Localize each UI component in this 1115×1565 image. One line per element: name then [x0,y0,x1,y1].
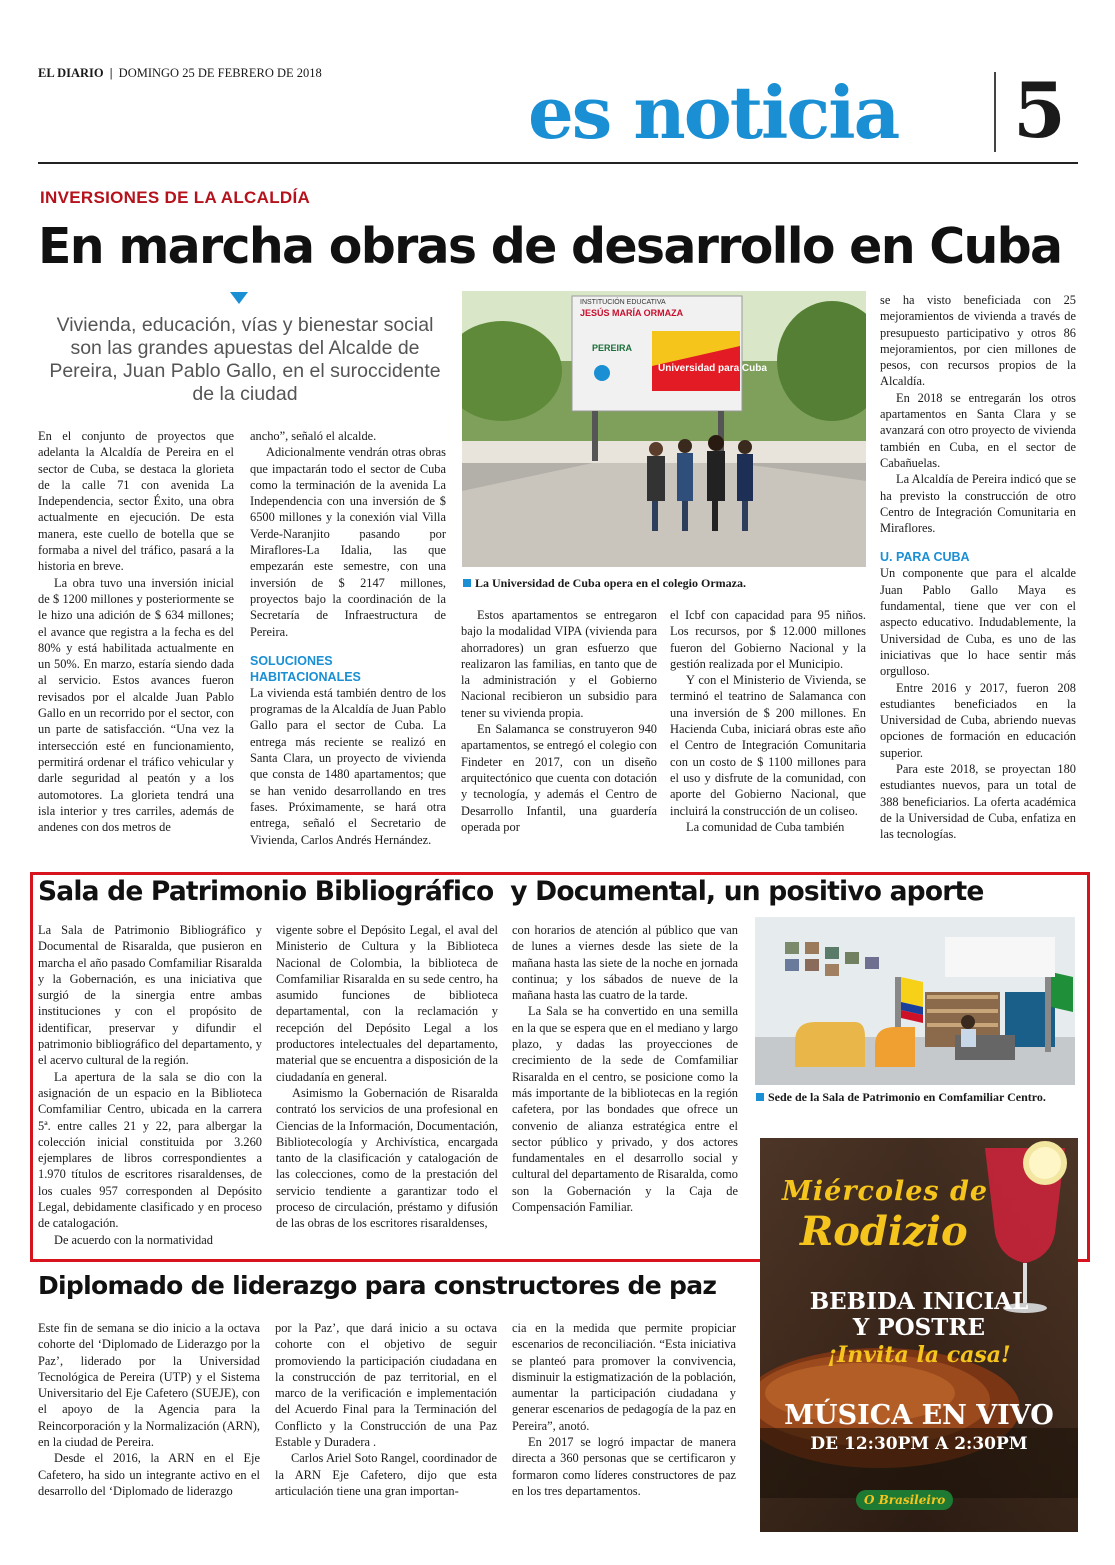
section-title: es noticia [528,70,899,155]
sala-photo [755,917,1075,1085]
main-col-2: ancho”, señaló el alcalde. Adicionalmente vendrán otras obras que impactarán todo el sector de Cuba como la terminación de la avenida La Independencia con una inversión de $ 6500 millones y la conexión vial Villa Verde-Naranjito pasando por Miraflores-La Idalia, las que empezarán este semestre, con una inversión de $ 2147 millones, proyectos bajo la coordinación de la Secretaría de Infraestructura de Pereira. SOLUCIONES HABITACIONALES La vivienda está también dentro de los programas de la Alcaldía de Juan Pablo Gallo para el sector de Cuba. La entrega más reciente se realizó en Santa Clara, un proyecto de vivienda que consta de 1480 apartamentos; que se han venido desarrollando en tres fases. Próximamente, se hará otra entrega, señaló el Secretario de Vivienda, Carlos Andrés Hernández. [250,429,446,847]
diplomado-col-1: Este fin de semana se dio inicio a la octava cohorte del ‘Diplomado de Liderazgo por la Paz’, liderado por la Universidad Tecnológica de Pereira (UTP) y el Sistema Universitario del Eje Cafetero (SUEJE), con el apoyo de la Agencia para la Reincorporación y la Normalización (ARN), en la ciudad de Pereira. Desde el 2016, la ARN en el Eje Cafetero, ha sido un integrante activo en el desarrollo del ‘Diplomado de liderazgo [38,1321,260,1498]
deck: Vivienda, educación, vías y bienestar social son las grandes apuestas del Alcalde de Pereira, Juan Pablo Gallo, en el suroccidente de la ciudad [49,314,441,405]
sala-col-2: vigente sobre el Depósito Legal, el aval del Ministerio de Cultura y la Biblioteca Nacional de Colombia, la biblioteca de Comfamiliar Risaralda en su sede centro, ha asumido funciones de biblioteca departamental, con la reclamación y recepción del Depósito Legal a los productores intelectuales del departamento, material que se encuentra a disposición de la ciudadanía en general. Asimismo la Gobernación de Risaralda contrató los servicios de una profesional en Ciencias de la Información, Documentación, Bibliotecología y Archivística, encargada tanto de la clasificación y catalogación de las colecciones, como de la prestación del servicio tendiente a garantizar todo el proceso de circulación, préstamo y difusión de las obras de los escritores risaraldenses, [276,923,498,1231]
ad-brand-logo: O Brasileiro [856,1490,953,1510]
svg-text:PEREIRA: PEREIRA [592,343,633,353]
caption-square-icon [463,579,471,587]
sala-photo-caption: Sede de la Sala de Patrimonio en Comfamiliar Centro. [756,1090,1046,1105]
main-col-3: Estos apartamentos se entregaron bajo la modalidad VIPA (vivienda para ahorradores) un gran esfuerzo que realizaron las familias, en tanto que de la administración y el Gobierno Nacional recibieron un subsidio para tener su vivienda propia. En Salamanca se construyeron 940 apartamentos, se entregó el colegio con Findeter en 2017, con un diseño arquitectónico que cuenta con dotación y tecnología, y además el Centro de Desarrollo Infantil, una guardería operada por [461,608,657,834]
ad-offer-2: Y POSTRE [852,1314,986,1341]
university-photo [462,291,866,567]
page-number: 5 [1013,66,1066,155]
diplomado-col-2: por la Paz’, que dará inicio a su octava cohorte con el objetivo de seguir promoviendo la participación ciudadana en la construcción de paz territorial, en el marco de la verificación e implementación del Acuerdo Final para la Terminación del Conflicto y la Construcción de una Paz Estable y Duradera . Carlos Ariel Soto Rangel, coordinador de la ARN Eje Cafetero, dijo que esta articulación tiene una gran importan- [275,1321,497,1498]
headline: En marcha obras de desarrollo en Cuba [38,218,1062,275]
masthead: EL DIARIO | DOMINGO 25 DE FEBRERO DE 2018 [38,66,322,80]
ad-offer-1: BEBIDA INICIAL [809,1288,1029,1315]
edition-date: DOMINGO 25 DE FEBRERO DE 2018 [118,66,322,80]
svg-text:INSTITUCIÓN EDUCATIVA: INSTITUCIÓN EDUCATIVA [580,299,666,306]
ad-hours: DE 12:30PM A 2:30PM [810,1434,1028,1454]
sala-col-1: La Sala de Patrimonio Bibliográfico y Documental de Risaralda, que pusieron en marcha el año pasado Comfamiliar Risaralda y la Gobernación, es una iniciativa que surgió de la sinergia entre ambas instituciones y con el propósito de identificar, preservar y difundir el patrimonio bibliográfico del departamento, y el acervo cultural de la región. La apertura de la sala se dio con la asignación de un espacio en la Biblioteca Comfamiliar Centro, ubicada en la carrera 5ª. entre calles 21 y 22, para albergar la colección inicial constituida por 3.260 ejemplares de libros correspondientes a 1.970 títulos de escritores risaraldenses, de los cuales 957 corresponden al Depósito Legal, debidamente clasificado y en proceso de catalogación. De acuerdo con la normatividad [38,923,262,1247]
diplomado-col-3: cia en la medida que permite propiciar escenarios de reconciliación. “Esta iniciativa se planteó para promover la convivencia, disminuir la estigmatización de la población, aumentar la participación ciudadana y generar escenarios de pedagogía de la paz en Pereira”, anotó. En 2017 se logró impactar de manera directa a 360 personas que se certificaron y formaron como líderes constructores de paz en los tres departamentos. [512,1321,736,1498]
ad-line2: Rodizio [800,1208,968,1255]
masthead-divider [994,72,996,152]
svg-text:JESÚS MARÍA ORMAZA: JESÚS MARÍA ORMAZA [580,308,684,318]
kicker: INVERSIONES DE LA ALCALDÍA [40,188,311,207]
sala-col-3: con horarios de atención al público que van de lunes a viernes desde las siete de la mañana hasta las siete de la noche en jornada continua; y los sábados de nueve de la mañana hasta las cuatro de la tarde. La Sala se ha convertido en una semilla en la que se espera que en el mediano y largo plazo, y dadas las proyecciones de crecimiento de la sede de Comfamiliar Risaralda en el centro, se posicione como la más importante de la bibliotecas en la región cafetera, por las bondades que ofrece un convenio de alianza estratégica entre el sector público y privado, y dos actores fundamentales en el desarrollo social y cultural del departamento de Risaralda, como son la Gobernación y la Caja de Compensación Familiar. [512,923,738,1215]
main-photo-caption: La Universidad de Cuba opera en el colegio Ormaza. [463,576,746,591]
diplomado-headline: Diplomado de liderazgo para constructores de paz [38,1271,717,1300]
main-col-1: En el conjunto de proyectos que adelanta la Alcaldía de Pereira en el sector de Cuba, se destaca la glorieta de la calle 71 con avenida La Independencia, sector Éxito, una obra actualmente en ejecución. De esta manera, este cuello de botella que se formaba a nivel del tráfico, pasará a la historia en breve. La obra tuvo una inversión inicial de $ 1200 millones y posteriormente se le hizo una adición de $ 634 millones; el avance que registra a la fecha es del 80% y está habilitada actualmente en un 50%. En marzo, estaría siendo dada al servicio. Estos avances fueron revisados por el alcalde Juan Pablo Gallo en un recorrido por el sector, con un parte de satisfacción. “Una vez la intersección esté en funcionamiento, permitirá ordenar el tráfico vehicular y darle seguridad al peatón y a los automotores. La glorieta tendrá una isla interior y tres carriles, además de andenes con dos metros de [38,429,234,835]
subhead-soluciones: SOLUCIONES HABITACIONALES [250,653,361,684]
sala-headline: Sala de Patrimonio Bibliográfico y Documental, un positivo aporte [38,876,984,907]
ad-line1: Miércoles de [782,1176,989,1207]
caption-square-icon [756,1093,764,1101]
svg-text:Universidad para Cuba: Universidad para Cuba [658,363,767,374]
ad-offer-3: ¡Invita la casa! [827,1342,1011,1368]
main-col-5: se ha visto beneficiada con 25 mejoramientos de vivienda a través de presupuesto participativo y otros 86 mejoramientos, por cien millones de pesos, con recursos propios de la Alcaldía. En 2018 se entregarán los otros apartamentos en Santa Clara y se avanzará con otro proyecto de vivienda también en Cuba, en el sector de Cabañuelas. La Alcaldía de Pereira indicó que se ha previsto la construcción de otro Centro de Integración Comunitaria en Miraflores. U. PARA CUBA Un componente que para el alcalde Juan Pablo Gallo Maya es fundamental, tiene que ver con el aspecto educativo. Indudablemente, la Universidad de Cuba, es uno de las iniciativas que lo hace sentir más orgulloso. Entre 2016 y 2017, fueron 208 estudiantes beneficiados en la Universidad de Cuba, abriendo nuevas opciones de formación en educación superior. Para este 2018, se proyectan 180 estudiantes nuevos, para un total de 388 beneficiarios. La oferta académica de la Universidad de Cuba, enfatiza en las tecnologías. [880,293,1076,842]
library-photo [755,917,1075,1085]
masthead-rule [38,162,1078,164]
main-photo [462,291,866,567]
main-col-4: el Icbf con capacidad para 95 niños. Los recursos, por $ 12.000 millones fueron del Gobierno Nacional y la gestión realizada por el Municipio. Y con el Ministerio de Vivienda, se terminó el teatrino de Salamanca con una inversión de $ 200 millones. En Hacienda Cuba, iniciará obras este año el Centro de Integración Comunitaria con un costo de $ 1100 millones para el uso y disfrute de la comunidad, con aporte del Gobierno Nacional, que incluirá la construcción de un coliseo. La comunidad de Cuba también [670,608,866,834]
subhead-u-para-cuba: U. PARA CUBA [880,550,970,565]
ad-music: MÚSICA EN VIVO [784,1400,1054,1431]
rodizio-ad [760,1138,1078,1532]
deck-arrow-icon [230,292,248,304]
paper-name: EL DIARIO [38,66,104,80]
